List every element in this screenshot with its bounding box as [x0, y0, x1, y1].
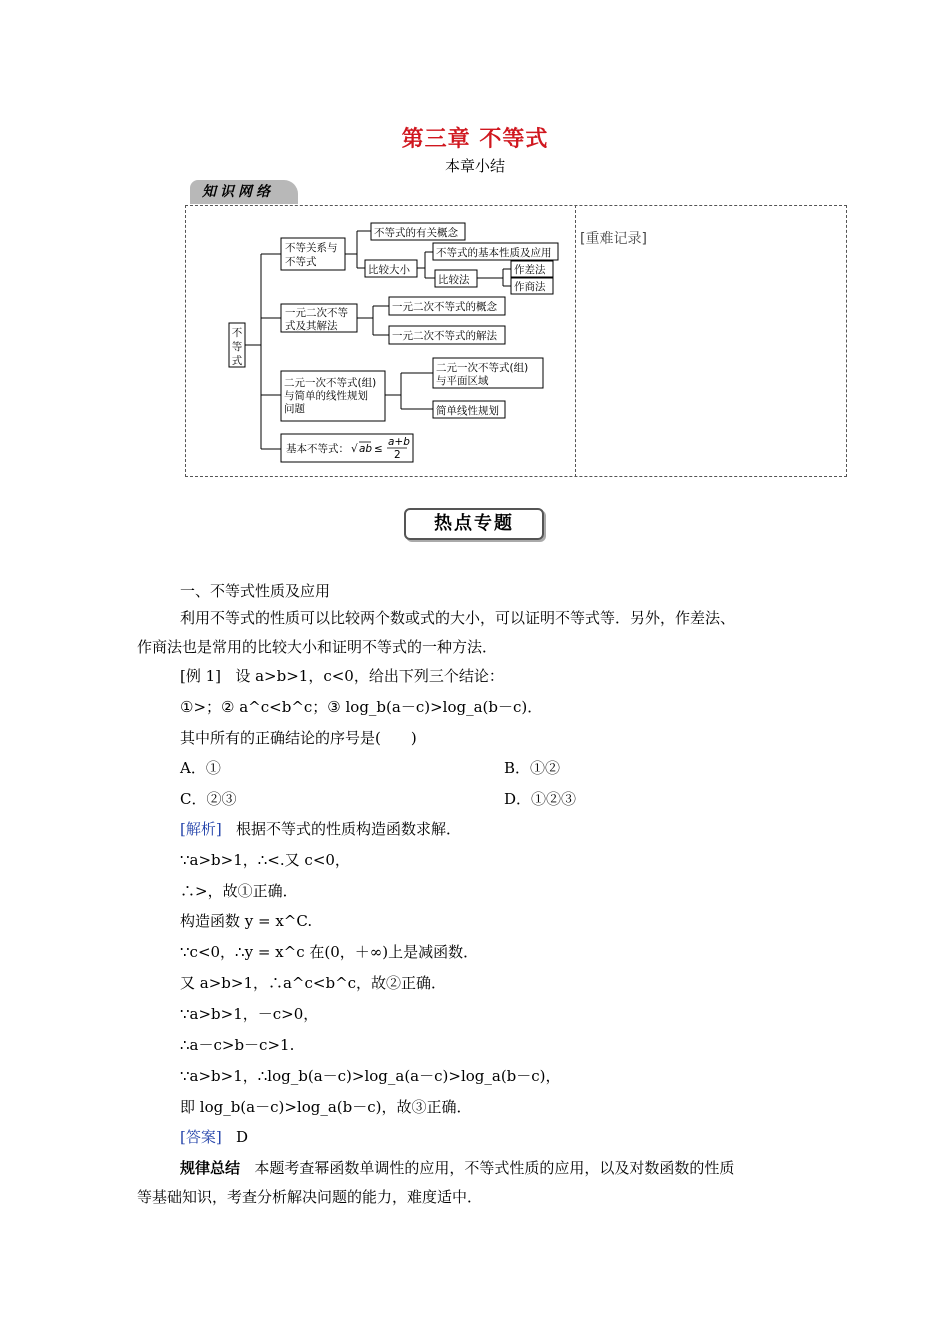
- formula-numerator: a+b: [388, 436, 410, 448]
- mindmap-branch-3-line-1: 二元一次不等式(组): [284, 377, 377, 389]
- mindmap-branch-3-line-3: 问题: [284, 403, 305, 415]
- analysis-text-1: 根据不等式的性质构造函数求解．: [236, 820, 462, 838]
- mindmap-compare-label: 比较大小: [368, 264, 410, 276]
- analysis-line-3: ∴>，故①正确．: [180, 882, 298, 900]
- mindmap-branch-3-line-2: 与简单的线性规划: [284, 390, 368, 402]
- example-stem: 设 a>b>1，c<0，给出下列三个结论：: [235, 667, 504, 685]
- hot-topic-banner: 热点专题: [404, 508, 544, 540]
- analysis-line-10: 即 log_b(a－c)>log_a(b－c)，故③正确．: [180, 1098, 472, 1116]
- option-d-value: ①②③: [531, 790, 577, 808]
- mindmap-basic-inequality-label: 基本不等式：: [286, 443, 349, 455]
- section-intro-line-1: 利用不等式的性质可以比较两个数或式的大小，可以证明不等式等．另外，作差法、: [180, 609, 736, 627]
- formula-radicand: ab: [359, 443, 373, 455]
- knowledge-mindmap: [185, 205, 575, 477]
- option-a-value: ①: [205, 759, 221, 777]
- chapter-subtitle: 本章小结: [444, 157, 505, 175]
- mindmap-root-char-1: 不: [231, 327, 243, 339]
- answer-value: D: [236, 1128, 249, 1146]
- mindmap-concepts-label: 不等式的有关概念: [374, 227, 458, 239]
- basic-inequality-formula: [351, 436, 410, 461]
- option-a-key: A．: [180, 759, 206, 777]
- option-b-value: ①②: [530, 759, 561, 777]
- example-conclusions: ①>；② a^c<b^c；③ log_b(a－c)>log_a(b－c)．: [180, 698, 543, 716]
- mindmap-planar-region-line-2: 与平面区域: [436, 375, 489, 387]
- analysis-line-8: ∴a－c>b－c>1.: [180, 1036, 295, 1054]
- summary-label: 规律总结: [180, 1159, 241, 1177]
- summary-line-1: [180, 1158, 734, 1178]
- analysis-line-5: ∵c<0，∴y = x^c 在(0，＋∞)上是减函数．: [180, 943, 479, 961]
- mindmap-quadratic-solution-label: 一元二次不等式的解法: [392, 330, 497, 342]
- knowledge-network-divider: [575, 205, 576, 477]
- analysis-line-1: [180, 819, 461, 839]
- mindmap-planar-region-line-1: 二元一次不等式(组): [436, 362, 529, 374]
- mindmap-branch-2-line-1: 一元二次不等: [285, 307, 348, 319]
- analysis-line-6: 又 a>b>1，∴a^c<b^c，故②正确．: [180, 974, 447, 992]
- analysis-line-7: ∵a>b>1，－c>0，: [180, 1005, 319, 1023]
- mindmap-branch-1-line-2: 不等式: [285, 256, 317, 268]
- mindmap-root-char-2: 等: [231, 341, 243, 353]
- section-title: 一、不等式性质及应用: [180, 582, 331, 600]
- option-c-value: ②③: [206, 790, 237, 808]
- example-line: [180, 666, 504, 686]
- summary-line-2: 等基础知识，考查分析解决问题的能力，难度适中．: [137, 1188, 483, 1206]
- example-question: 其中所有的正确结论的序号是( ): [180, 729, 417, 747]
- example-label: [例 1]: [180, 667, 222, 685]
- formula-denominator: 2: [394, 449, 401, 461]
- chapter-title: 第三章 不等式: [401, 127, 549, 152]
- mindmap-comparison-method-label: 比较法: [438, 274, 470, 286]
- summary-text-1: 本题考查幂函数单调性的应用，不等式性质的应用，以及对数函数的性质: [254, 1159, 735, 1177]
- option-c: [180, 789, 237, 809]
- mindmap-basic-properties-label: 不等式的基本性质及应用: [436, 247, 552, 259]
- option-c-key: C．: [180, 790, 207, 808]
- option-b: [504, 758, 560, 778]
- answer-line: [180, 1127, 248, 1147]
- analysis-line-4: 构造函数 y = x^C.: [180, 912, 313, 930]
- answer-label: [答案]: [180, 1128, 222, 1146]
- option-a: [180, 758, 221, 778]
- analysis-label: [解析]: [180, 820, 222, 838]
- knowledge-network-tab: 知识网络: [190, 180, 298, 204]
- mindmap-branch-2-line-2: 式及其解法: [285, 320, 338, 332]
- mindmap-branch-1-line-1: 不等关系与: [285, 242, 338, 254]
- mindmap-quotient-label: 作商法: [514, 281, 546, 293]
- formula-relation: ≤: [374, 443, 383, 455]
- option-d-key: D．: [504, 790, 532, 808]
- mindmap-linear-programming-label: 简单线性规划: [436, 405, 499, 417]
- section-intro-line-2: 作商法也是常用的比较大小和证明不等式的一种方法．: [137, 638, 498, 656]
- option-d: [504, 789, 576, 809]
- mindmap-difference-label: 作差法: [514, 264, 546, 276]
- mindmap-root-char-3: 式: [231, 355, 243, 367]
- mindmap-quadratic-concept-label: 一元二次不等式的概念: [392, 301, 497, 313]
- analysis-line-9: ∵a>b>1，∴log_b(a－c)>log_a(a－c)>log_a(b－c)，: [180, 1067, 561, 1085]
- notes-label: [重难记录]: [580, 231, 647, 247]
- option-b-key: B．: [504, 759, 531, 777]
- formula-radical-sign: √: [351, 443, 358, 455]
- analysis-line-2: ∵a>b>1，∴<.又 c<0，: [180, 851, 350, 869]
